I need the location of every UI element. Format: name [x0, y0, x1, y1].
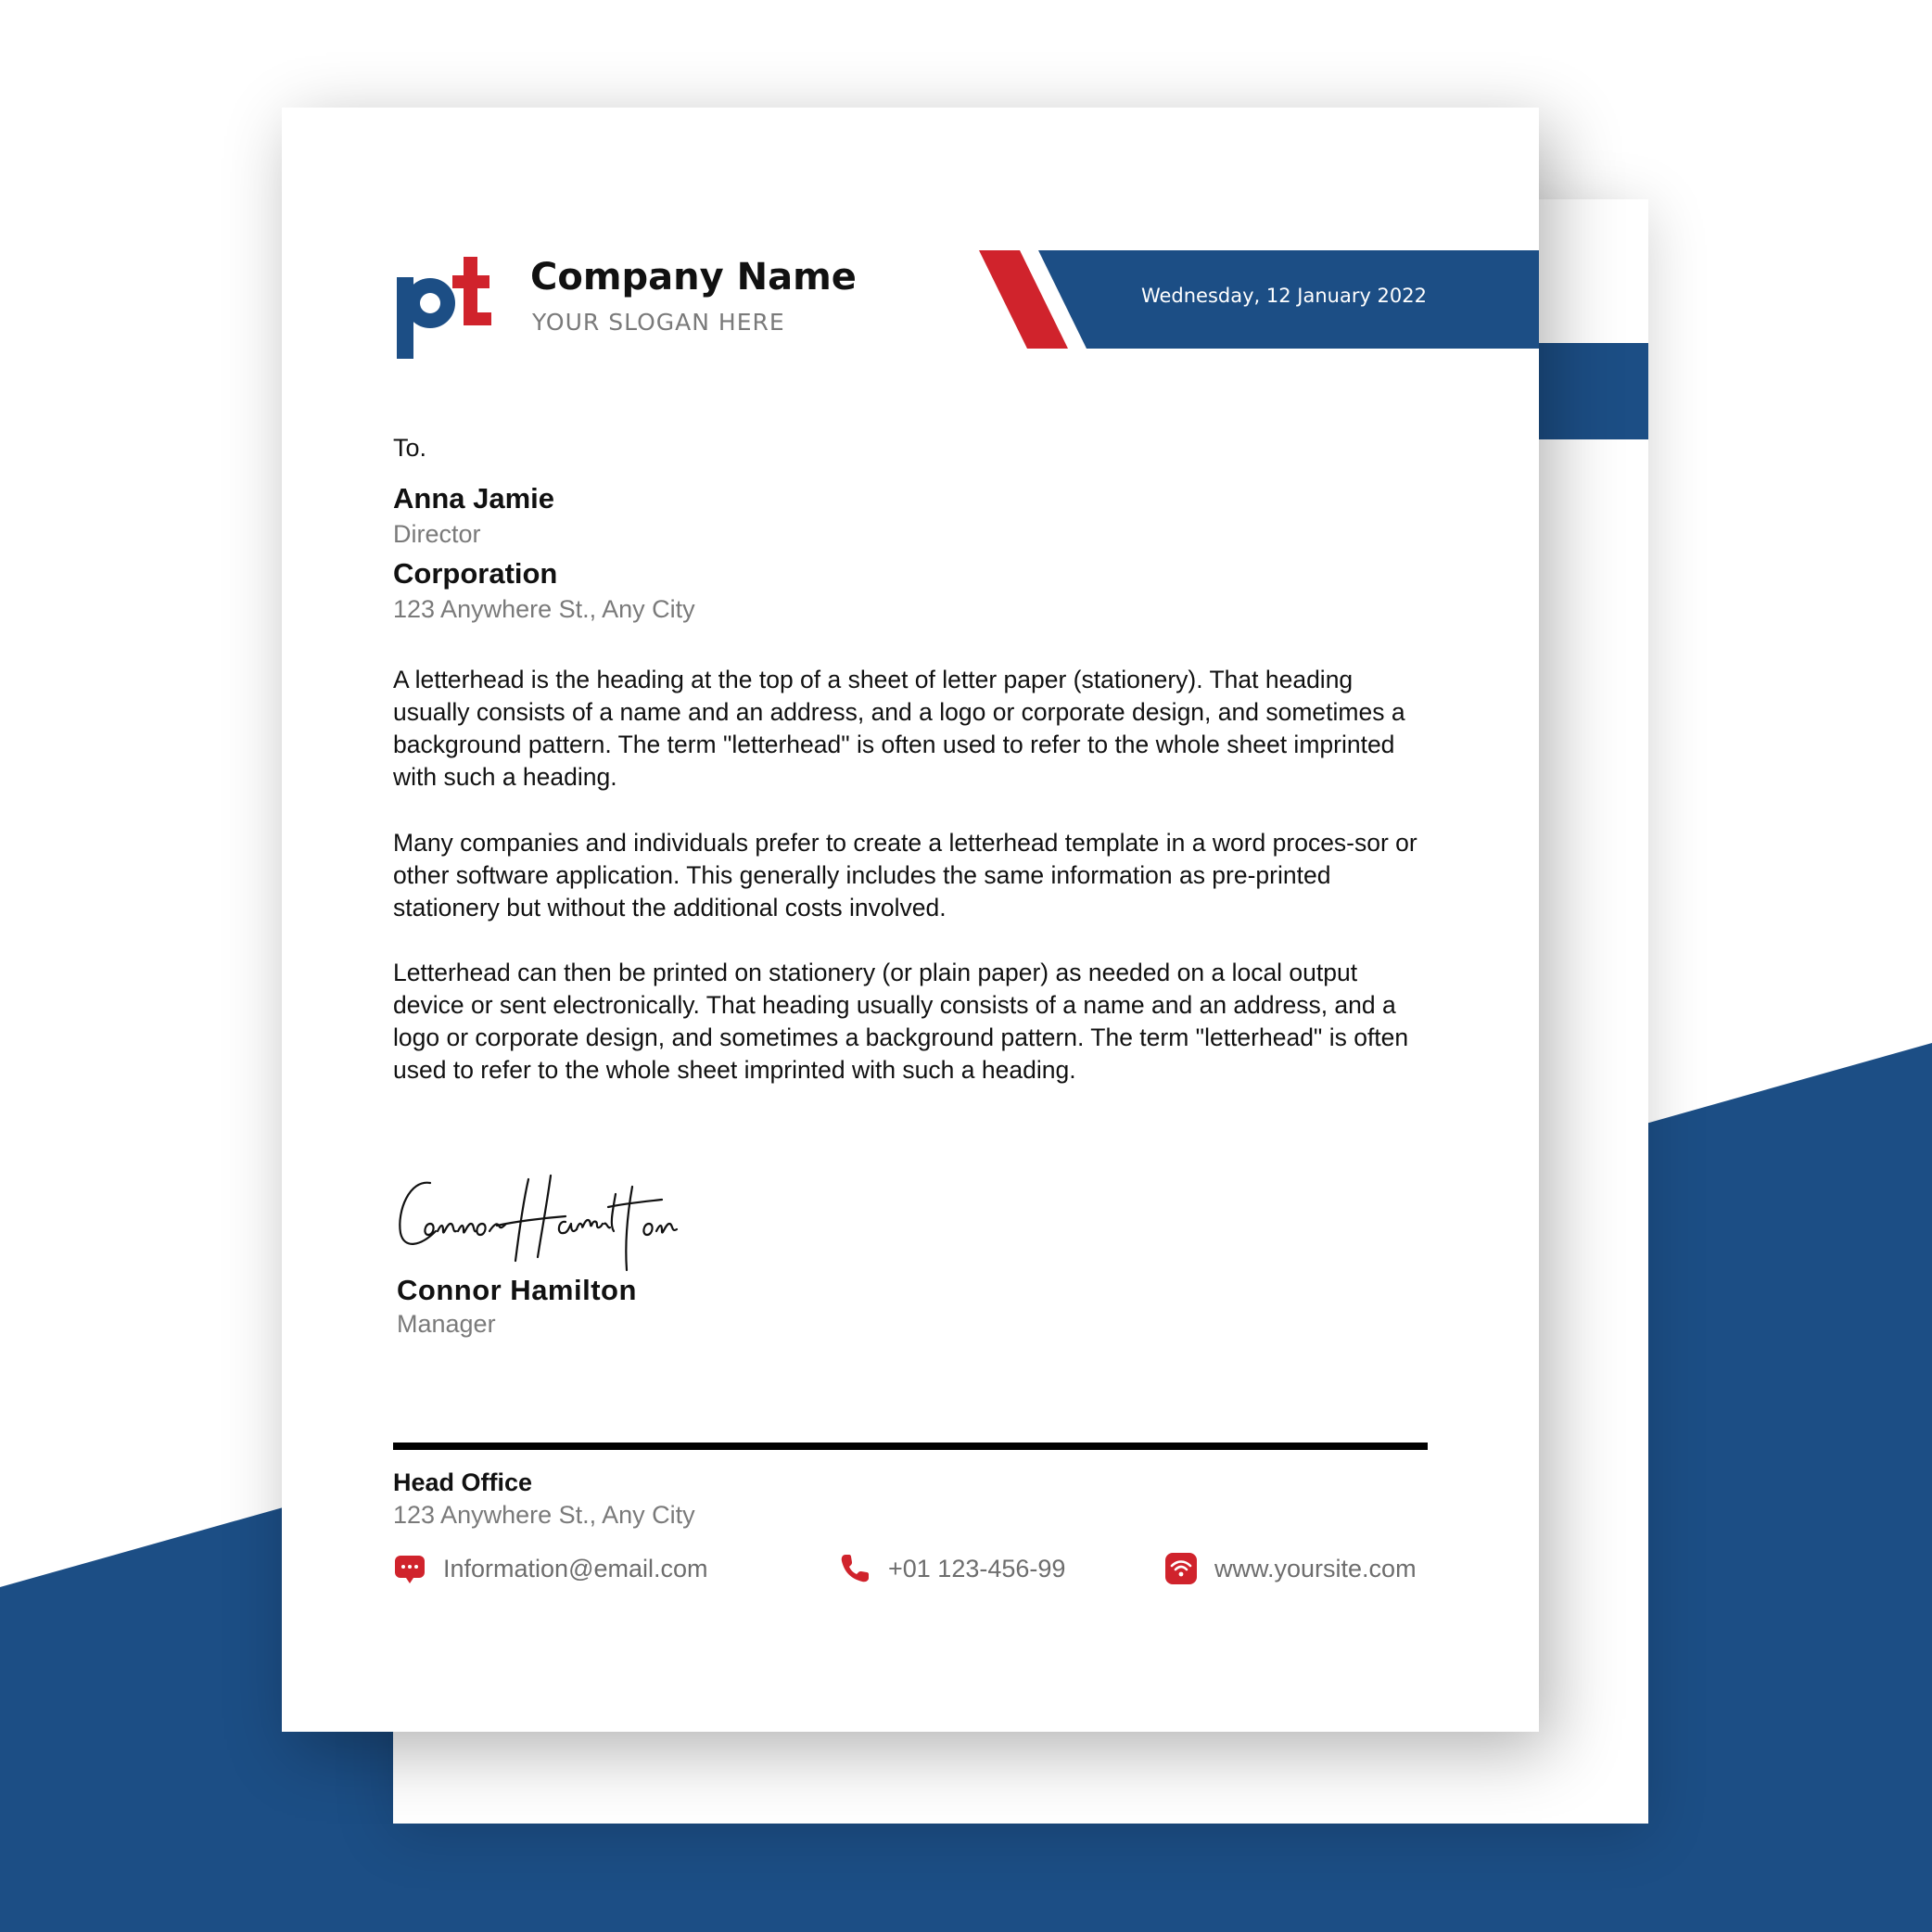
signer-title: Manager — [397, 1310, 496, 1338]
back-sheet-blue-bar — [1520, 343, 1648, 439]
phone-icon — [838, 1552, 871, 1585]
wifi-icon — [1164, 1552, 1198, 1585]
chat-bubble-icon — [393, 1552, 426, 1585]
head-office-address: 123 Anywhere St., Any City — [393, 1501, 695, 1529]
contact-phone[interactable] — [838, 1548, 1065, 1589]
body-paragraph-2: Many companies and individuals prefer to create a letterhead template in a word proces-sor or other software application. This generally includes the same information as pre-printed stationery but without the additional costs involved. — [393, 829, 1417, 922]
email-text: Information@email.com — [443, 1554, 708, 1582]
recipient-title: Director — [393, 520, 481, 548]
to-label: To. — [393, 434, 427, 462]
recipient-name: Anna Jamie — [393, 482, 555, 515]
company-logo — [391, 251, 502, 362]
contact-website[interactable] — [1164, 1548, 1417, 1589]
phone-text: +01 123-456-99 — [888, 1554, 1066, 1582]
company-name: Company Name — [530, 256, 857, 299]
logo-letter-t — [452, 257, 491, 325]
head-office-label: Head Office — [393, 1468, 533, 1496]
company-slogan: YOUR SLOGAN HERE — [532, 309, 785, 336]
letter-date: Wednesday, 12 January 2022 — [1140, 285, 1427, 307]
signer-name: Connor Hamilton — [397, 1274, 637, 1306]
logo-letter-p — [397, 277, 455, 359]
body-paragraph-3: Letterhead can then be printed on stationery (or plain paper) as needed on a local output device or sent electronically. That heading usually consists of a name and an address, and a logo or corporate design, and sometimes a background pattern. The term "letterhead" is often used to refer to the whole sheet imprinted with such a heading. — [393, 959, 1409, 1084]
website-text: www.yoursite.com — [1214, 1554, 1417, 1582]
body-paragraph-1: A letterhead is the heading at the top of a sheet of letter paper (stationery). That heading usually consists of a name and an address, and a logo or corporate design, and sometimes a background pattern. The term "letterhead" is often used to refer to the whole sheet imprinted with such a heading. — [393, 666, 1405, 791]
contact-email[interactable] — [393, 1548, 708, 1589]
recipient-address: 123 Anywhere St., Any City — [393, 595, 695, 623]
footer-divider — [393, 1443, 1428, 1450]
recipient-organization: Corporation — [393, 557, 558, 590]
handwritten-signature — [393, 1166, 708, 1277]
letter-sheet — [282, 108, 1539, 1732]
